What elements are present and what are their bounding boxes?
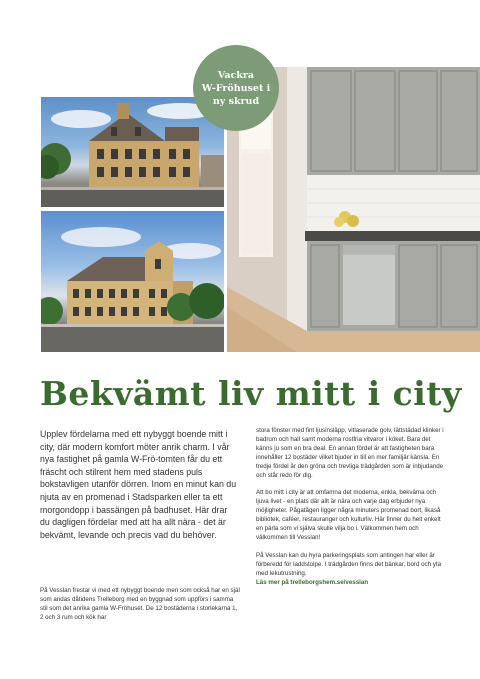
body-right-column [256,427,444,588]
building-exterior-illustration-1 [41,97,224,207]
headline-badge [193,45,279,131]
building-exterior-photo-1 [41,97,224,207]
badge-line-2: W-Fröhuset i [201,82,271,94]
badge-line-3: ny skrud [212,95,260,107]
body-right-paragraph-2: Att bo mitt i city är att omfamna det moderna, enkla, bekväma och ljuva livet - en plats där allt är nära och varje dag erbjuder nya möjligheter. Pågatågen ligger några minuters promenad bort, likaså bibliotek, caféer, restauranger och kulturliv. Här finner du helt enkelt en pärla som vi själva skulle vilja bo i. Välkommen hem och välkommen till Vesslan! [256,489,441,541]
read-more-link[interactable]: Läs mer på trelleborgshem.se/vesslan [256,578,369,586]
intro-text: Upplev fördelarna med ett nybyggt boende mitt i city, där modern komfort möter anrik charm. I vår nya fastighet på gamla W-Frö-tomten får du ett fräscht och stilrent hem med stadens puls bokstavligen utanför dörren. Inom en minut kan du njuta av en promenad i Stadsparken eller ta ett morgondopp i bassängen på badhuset. Här drar du dagligen fördelar med att ha allt nära - det är bekvämt, levande och precis vad du behöver. [40,429,237,540]
page-title: Bekvämt liv mitt i city [40,374,462,413]
badge-line-1: Vackra [217,69,255,81]
body-right-paragraph-1: stora fönster med fint ljusinsläpp, vitlaserade golv, lättstädad klinker i badrum och hall samt moderna rostfria vitvaror i köket. Bara det känns ju som en bra deal. En annan fördel är att fastigheten bara innehåller 12 bostäder vilket bjuder in till en mer familjär känsla. En tredje fördel är den gröna och trevliga trädgården som är inbjudande och står redo för dig. [256,427,444,479]
body-left-column [40,587,240,623]
body-right-paragraph-3 [256,552,444,588]
body-left-text: På Vesslan frestar vi med ett nybyggt boende men som också har en själ som andas dåtidens Trelleborg med en byggnad som uppförs i samma stil som det anrika gamla W-Fröhuset. De 12 bostäderna i storlekarna 1, 2 och 3 rum och kök har [40,587,240,621]
intro-paragraph [40,428,238,541]
building-exterior-illustration-2 [41,211,224,352]
body-right-paragraph-3-text: På Vesslan kan du hyra parkeringsplats som antingen har eller är förberedd för laddstolpe. I trädgården finns det bänkar, bord och yta med lekutrustning. [256,551,442,577]
building-exterior-photo-2 [41,211,224,352]
